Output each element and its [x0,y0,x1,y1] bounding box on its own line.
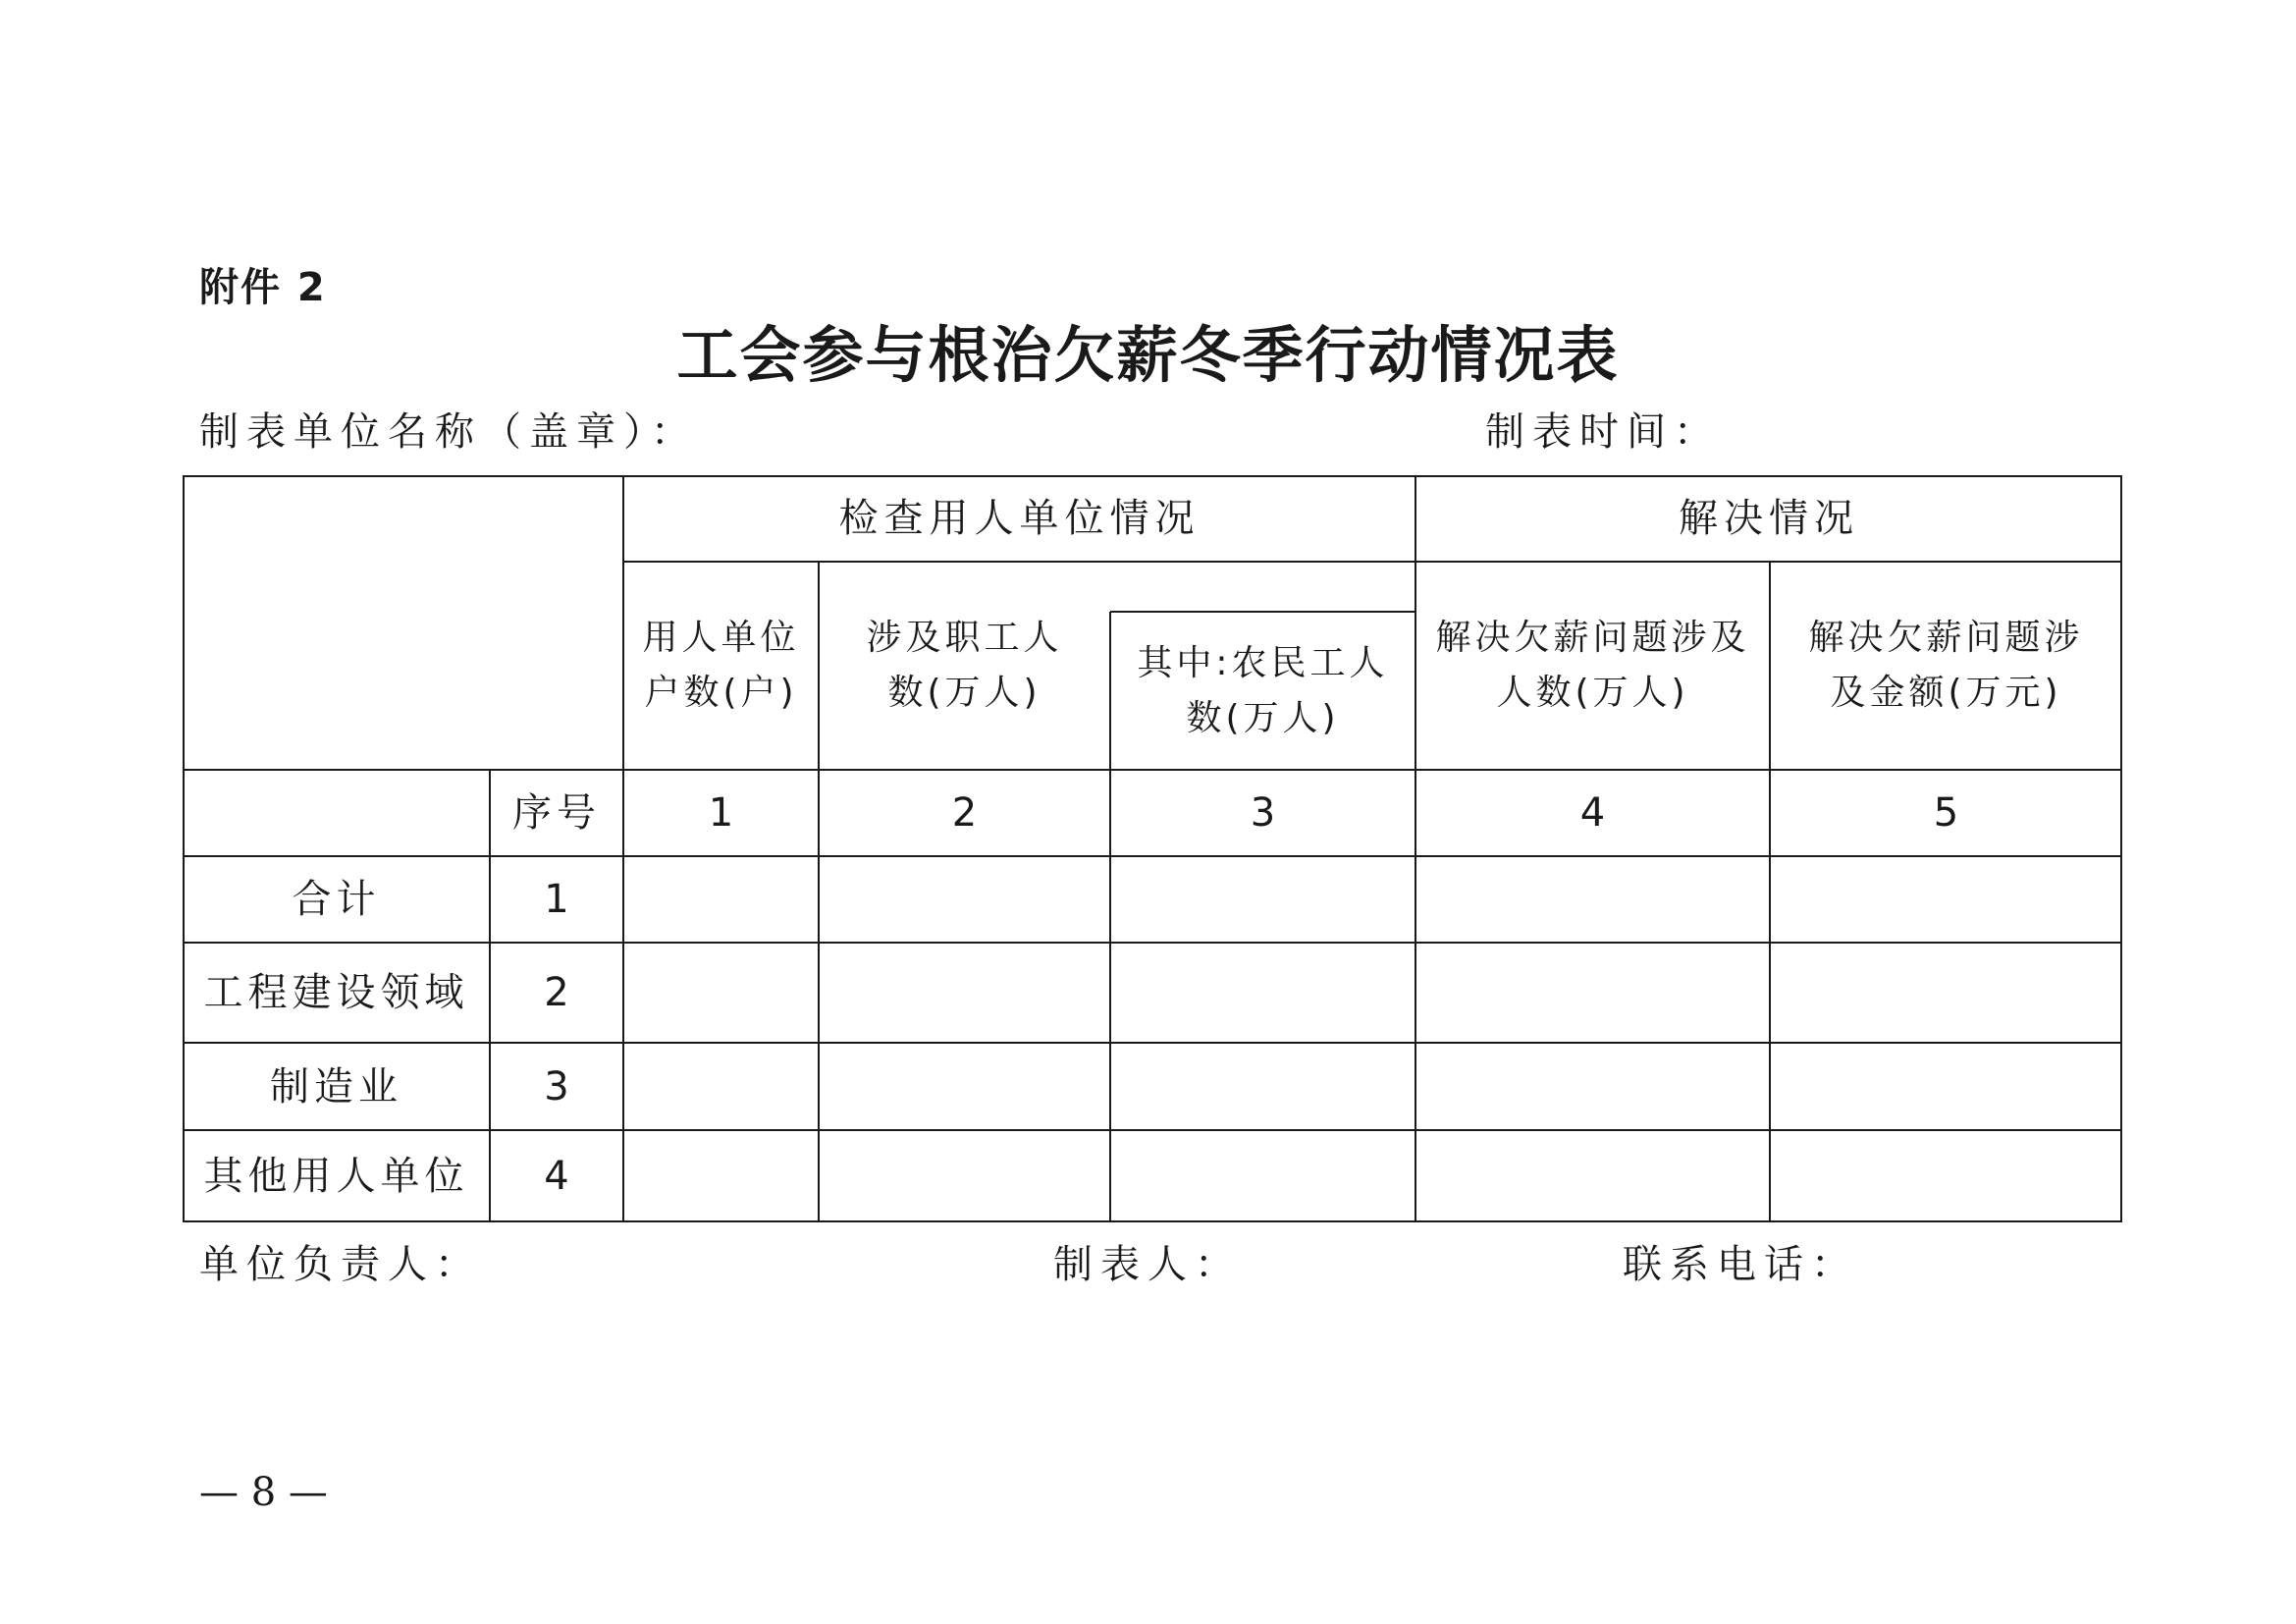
column-number: 3 [1250,790,1276,836]
column-number: 4 [1579,790,1606,836]
preparer-label: 制表人： [1053,1242,1242,1287]
column-number: 5 [1933,790,1959,836]
attachment-label: 附件 2 [199,265,327,310]
table-row-label: 工程建设领域 [203,970,469,1015]
resolved-people-header: 解决欠薪问题涉及人数(万人) [1435,618,1750,713]
page-number: — 8 — [199,1470,328,1515]
page-title: 工会参与根治欠薪冬季行动情况表 [676,319,1620,391]
inspection-group-header: 检查用人单位情况 [838,496,1201,541]
employer-count-header: 用人单位户数(户) [642,618,800,713]
table-row-label: 合计 [292,877,381,922]
resolved-amount-header: 解决欠薪问题涉及金额(万元) [1808,618,2084,713]
table-row-seq: 1 [544,877,569,922]
table-row-label: 其他用人单位 [203,1154,469,1199]
table-row-seq: 4 [544,1154,569,1199]
table-row-seq: 3 [544,1063,569,1110]
column-number: 2 [951,790,978,836]
column-number: 1 [708,790,734,836]
table-row-label: 制造业 [270,1063,402,1110]
org-name-field-label: 制表单位名称（盖章）： [199,409,698,455]
migrant-workers-header: 其中:农民工人数(万人) [1137,642,1389,738]
phone-label: 联系电话： [1623,1242,1858,1287]
unit-head-label: 单位负责人： [199,1242,482,1287]
date-field-label: 制表时间： [1485,409,1721,455]
index-header: 序号 [512,790,601,836]
report-table [183,475,2122,1222]
resolution-group-header: 解决情况 [1679,496,1859,541]
table-row-seq: 2 [544,970,569,1015]
workers-involved-header: 涉及职工人数(万人) [866,618,1063,713]
